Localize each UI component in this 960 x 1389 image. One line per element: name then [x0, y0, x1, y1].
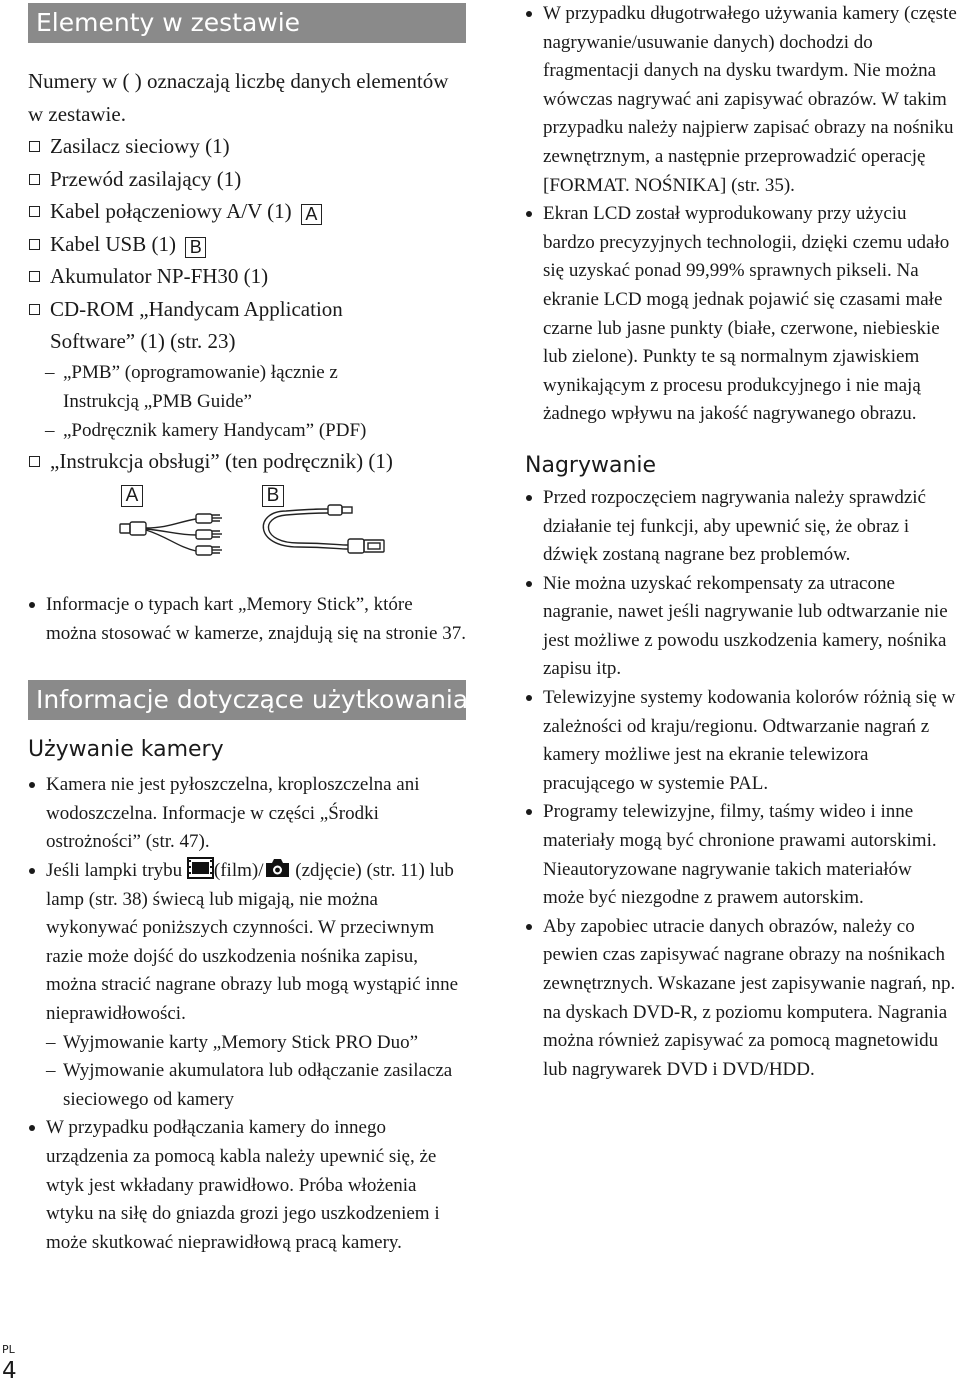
dash-icon: – [45, 419, 55, 441]
list-item: – „Podręcznik kamery Handycam” (PDF) [28, 416, 466, 445]
list-item: CD-ROM „Handycam Application Software” (1) (str. 23) [28, 293, 466, 358]
list-item: Aby zapobiec utracie danych obrazów, należy co pewien czas zapisywać nagrane obrazy na nośnikach zewnętrznych. Wskazane jest zapisywanie nagrań, np. na dyskach DVD-R, z poziomu komputera. Nagrania można również zapisywać za pomocą magnetowidu lub nagrywarek DVD i DVD/HDD. [525, 913, 957, 1085]
list-item: Ekran LCD został wyprodukowany przy użyciu bardzo precyzyjnych technologii, dzięki czemu udało się uzyskać ponad 99,99% sprawnych pikseli. Na ekranie LCD mogą jednak pojawić się czasami małe czarne lub jasne punkty (białe, czerwone, niebieskie lub zielone). Punkty te są normalnym zjawiskiem wynikającym z procesu produkcyjnego i nie mają żadnego wpływu na jakość nagrywanego obrazu. [525, 200, 957, 429]
list-item: W przypadku podłączania kamery do innego urządzenia za pomocą kabla należy upewnić się, że wtyk jest wkładany prawidłowo. Próba włożenia wtyku na siłę do gniazda grozi jego uszkodzeniem i może skutkować nieprawidłową pracą kamery. [28, 1114, 466, 1257]
checkbox-icon [29, 141, 40, 152]
checkbox-icon [29, 271, 40, 282]
usb-cable-icon [263, 505, 384, 553]
list-item: Jeśli lampki trybu (film)/ (zdjęcie) (str. 11) lub lamp (str. 38) świecą lub migają, nie można wykonywać poniższych czynności. W przeciwnym razie może dojść do uszkodzenia nośnika zapisu, można stracić nagrane obrazy lub mogą wystąpić inne nieprawidłowości. – Wyjmowanie karty „Memory Stick PRO Duo” – Wyjmowanie akumulatora lub odłączanie zasilacza sieciowego od kamery [28, 857, 466, 1114]
list-item: Kamera nie jest pyłoszczelna, kroploszczelna ani wodoszczelna. Informacje w części „Środki ostrożności” (str. 47). [28, 771, 466, 857]
right-column [525, 0, 957, 1084]
label-a-badge: A [301, 204, 322, 225]
page-footer [2, 1343, 22, 1385]
cable-illustration [28, 485, 466, 585]
checkbox-icon [29, 206, 40, 217]
contents-list [28, 130, 466, 358]
figure-label-b: B [262, 485, 284, 507]
list-item: – Wyjmowanie karty „Memory Stick PRO Duo” [46, 1029, 466, 1058]
subtitle-recording: Nagrywanie [525, 452, 657, 478]
checkbox-icon [29, 304, 40, 315]
memory-note-list [28, 591, 466, 648]
usage-list-continued [525, 0, 957, 429]
av-cable-icon [120, 514, 222, 555]
checkbox-icon [29, 456, 40, 467]
checkbox-icon [29, 239, 40, 250]
bullet-icon [526, 495, 532, 501]
list-item: – „PMB” (oprogramowanie) łącznie z Instrukcją „PMB Guide” [28, 358, 466, 416]
list-item: Programy telewizyjne, filmy, taśmy wideo i inne materiały mogą być chronione prawami autorskimi. Nieautoryzowane nagrywanie takich materiałów może być niezgodne z prawem autorskim. [525, 798, 957, 912]
cdrom-contents-list [28, 358, 466, 445]
list-item: Zasilacz sieciowy (1) [28, 130, 466, 163]
language-code: PL [2, 1343, 15, 1356]
bullet-icon [526, 581, 532, 587]
left-column [28, 3, 469, 1257]
label-b-badge: B [185, 237, 206, 258]
checkbox-icon [29, 174, 40, 185]
page-number: 4 [2, 1358, 17, 1384]
bullet-icon [526, 809, 532, 815]
figure-label-a: A [121, 485, 143, 507]
bullet-icon [526, 211, 532, 217]
bullet-icon [526, 11, 532, 17]
section-title-usage: Informacje dotyczące użytkowania [28, 680, 466, 720]
bullet-icon [29, 1125, 35, 1131]
list-item: Kabel USB (1) B [28, 228, 466, 261]
list-item: W przypadku długotrwałego używania kamery (częste nagrywanie/usuwanie danych) dochodzi do fragmentacji danych na dysku twardym. Nie można wówczas nagrywać ani zapisywać obrazów. W takim przypadku należy najpierw zapisać obrazy na nośniku zewnętrznym, a następnie przeprowadzić operację [FORMAT. NOŚNIKA] (str. 35). [525, 0, 957, 200]
list-item: Kabel połączeniowy A/V (1) A [28, 195, 466, 228]
cables-figure [28, 485, 466, 585]
list-item: – Wyjmowanie akumulatora lub odłączanie zasilacza sieciowego od kamery [46, 1057, 466, 1114]
dash-icon: – [45, 361, 55, 383]
dash-icon: – [46, 1031, 56, 1053]
list-item: Nie można uzyskać rekompensaty za utracone nagranie, nawet jeśli nagrywanie lub odtwarzanie nie jest możliwe z powodu uszkodzenia kamery, nośnika zapisu itp. [525, 570, 957, 684]
movie-mode-icon [187, 857, 214, 879]
photo-mode-icon [264, 857, 291, 879]
dash-icon: – [46, 1060, 56, 1082]
manual-list [28, 445, 466, 478]
bullet-icon [29, 782, 35, 788]
list-item: Akumulator NP-FH30 (1) [28, 260, 466, 293]
bullet-icon [526, 924, 532, 930]
list-item: Przed rozpoczęciem nagrywania należy sprawdzić działanie tej funkcji, aby upewnić się, że obraz i dźwięk zostaną nagrane bez problemów. [525, 484, 957, 570]
section-title-contents: Elementy w zestawie [28, 3, 466, 43]
list-item: „Instrukcja obsługi” (ten podręcznik) (1) [28, 445, 466, 478]
list-item: Telewizyjne systemy kodowania kolorów różnią się w zależności od kraju/regionu. Odtwarzanie nagrań z kamery możliwe jest na ekranie telewizora pracującego w systemie PAL. [525, 684, 957, 798]
camera-use-list [28, 771, 466, 1257]
bullet-icon [526, 695, 532, 701]
bullet-icon [29, 868, 35, 874]
recording-list [525, 484, 957, 1084]
subtitle-camera-use: Używanie kamery [28, 737, 224, 763]
list-item: Informacje o typach kart „Memory Stick”, które można stosować w kamerze, znajdują się na stronie 37. [28, 591, 466, 648]
list-item: Przewód zasilający (1) [28, 163, 466, 196]
bullet-icon [29, 602, 35, 608]
contents-intro: Numery w ( ) oznaczają liczbę danych elementów w zestawie. [28, 69, 449, 126]
